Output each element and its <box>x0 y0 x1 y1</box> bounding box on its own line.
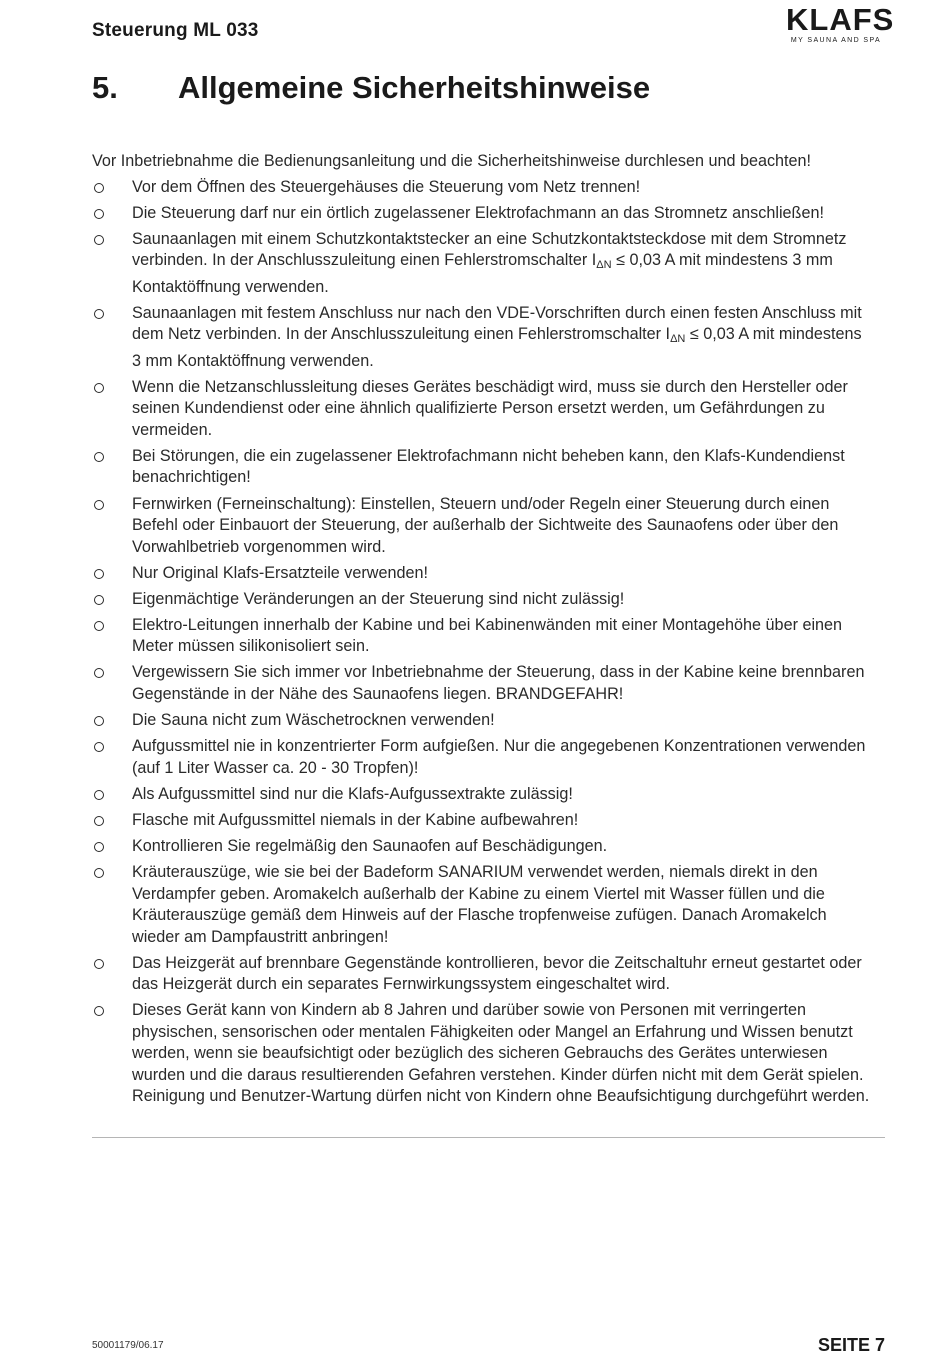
section-title: Allgemeine Sicherheitshinweise <box>178 70 651 105</box>
list-item: Elektro-Leitungen innerhalb der Kabine und bei Kabinenwänden mit einer Montagehöhe über einen Meter müssen silikonisoliert sein. <box>92 615 872 658</box>
list-item: Fernwirken (Ferneinschaltung): Einstellen, Steuern und/oder Regeln einer Steuerung durch einen Befehl oder Einbauort der Steuerung, der außerhalb der Sichtweite des Saunaofens oder über den Vorwahlbetrieb vorgenommen wird. <box>92 494 872 559</box>
list-item: Aufgussmittel nie in konzentrierter Form aufgießen. Nur die angegebenen Konzentrationen verwenden (auf 1 Liter Wasser ca. 20 - 30 Tropfen)! <box>92 736 872 779</box>
list-item: Als Aufgussmittel sind nur die Klafs-Aufgussextrakte zulässig! <box>92 784 872 806</box>
circle-bullet-icon <box>94 452 104 462</box>
circle-bullet-icon <box>94 383 104 393</box>
circle-bullet-icon <box>94 183 104 193</box>
circle-bullet-icon <box>94 816 104 826</box>
list-item: Dieses Gerät kann von Kindern ab 8 Jahren und darüber sowie von Personen mit verringerten physischen, sensorischen oder mentalen Fähigkeiten oder Mangel an Erfahrung und Wissen benutzt werden, wenn sie beaufsichtigt oder bezüglich des sicheren Gebrauchs des Gerätes unterwiesen wurden und die daraus resultierenden Gefahren verstehen. Kinder dürfen nicht mit dem Gerät spielen. Reinigung und Benutzer-Wartung dürfen nicht von Kindern ohne Beaufsichtigung durchgeführt werden. <box>92 1000 872 1108</box>
circle-bullet-icon <box>94 868 104 878</box>
list-item: Das Heizgerät auf brennbare Gegenstände kontrollieren, bevor die Zeitschaltuhr erneut gestartet oder das Heizgerät durch ein separates Fernwirkungssystem eingeschaltet wird. <box>92 953 872 996</box>
list-item: Die Sauna nicht zum Wäschetrocknen verwenden! <box>92 710 872 732</box>
delta-n-subscript: ΔN <box>596 259 612 272</box>
circle-bullet-icon <box>94 569 104 579</box>
logo-tagline: MY SAUNA AND SPA <box>790 37 882 44</box>
section-heading <box>92 68 650 108</box>
circle-bullet-icon <box>94 595 104 605</box>
list-item: Eigenmächtige Veränderungen an der Steuerung sind nicht zulässig! <box>92 589 872 611</box>
circle-bullet-icon <box>94 309 104 319</box>
circle-bullet-icon <box>94 716 104 726</box>
logo-wordmark: KLAFS <box>786 2 895 37</box>
list-item: Nur Original Klafs-Ersatzteile verwenden! <box>92 563 872 585</box>
circle-bullet-icon <box>94 959 104 969</box>
delta-n-subscript: ΔN <box>670 333 686 346</box>
page-number: SEITE 7 <box>817 1335 885 1355</box>
circle-bullet-icon <box>94 621 104 631</box>
circle-bullet-icon <box>94 842 104 852</box>
circle-bullet-icon <box>94 790 104 800</box>
list-item: Die Steuerung darf nur ein örtlich zugelassener Elektrofachmann an das Stromnetz anschließen! <box>92 203 872 225</box>
circle-bullet-icon <box>94 668 104 678</box>
document-title: Steuerung ML 033 <box>92 20 259 41</box>
klafs-logo <box>786 2 895 46</box>
list-item: Vor dem Öffnen des Steuergehäuses die Steuerung vom Netz trennen! <box>92 177 872 199</box>
list-item: Kontrollieren Sie regelmäßig den Saunaofen auf Beschädigungen. <box>92 836 872 858</box>
fault-current-condition: ≤ 0,03 A mit mindestens 3 mm Kontaktöffnung verwenden. <box>132 251 833 296</box>
section-divider <box>92 1137 885 1138</box>
list-item: Saunaanlagen mit einem Schutzkontaktstecker an eine Schutzkontaktsteckdose mit dem Stromnetz verbinden. In der Anschlusszuleitung einen Fehlerstromschalter $I_{\Delta N} \le 0,03$ A mit mindestens 3 mm Kontaktöffnung verwenden. <box>92 229 872 299</box>
list-item: Bei Störungen, die ein zugelassener Elektrofachmann nicht beheben kann, den Klafs-Kundendienst benachrichtigen! <box>92 446 872 489</box>
circle-bullet-icon <box>94 235 104 245</box>
list-item: Saunaanlagen mit festem Anschluss nur nach den VDE-Vorschriften durch einen festen Anschluss mit dem Netz verbinden. In der Anschlusszuleitung einen Fehlerstromschalter $I_{\Delta N} \le 0,03$ A mit mindestens 3 mm Kontaktöffnung verwenden. <box>92 303 872 373</box>
list-item: Kräuterauszüge, wie sie bei der Badeform SANARIUM verwendet werden, niemals direkt in den Verdampfer geben. Aromakelch außerhalb der Kabine zu einem Viertel mit Wasser füllen und die Kräuterauszüge gemäß dem Hinweis auf der Flasche tropfenweise zufügen. Danach Aromakelch wieder am Dampfaustritt anbringen! <box>92 862 872 948</box>
intro-text: Vor Inbetriebnahme die Bedienungsanleitung und die Sicherheitshinweise durchlesen und beachten! <box>92 152 812 170</box>
list-item: Flasche mit Aufgussmittel niemals in der Kabine aufbewahren! <box>92 810 872 832</box>
safety-instructions <box>92 151 872 1112</box>
list-item: Wenn die Netzanschlussleitung dieses Gerätes beschädigt wird, muss sie durch den Hersteller oder seinen Kundendienst oder eine ähnlich qualifizierte Person ersetzt werden, um Gefährdungen zu vermeiden. <box>92 377 872 442</box>
document-number: 50001179/06.17 <box>92 1340 164 1351</box>
section-number: 5. <box>92 70 118 105</box>
safety-list <box>92 177 872 1108</box>
circle-bullet-icon <box>94 500 104 510</box>
circle-bullet-icon <box>94 742 104 752</box>
fault-current-condition: ≤ 0,03 A mit mindestens 3 mm Kontaktöffnung verwenden. <box>132 325 862 370</box>
circle-bullet-icon <box>94 209 104 219</box>
list-item: Vergewissern Sie sich immer vor Inbetriebnahme der Steuerung, dass in der Kabine keine brennbaren Gegenstände in der Nähe des Saunaofens liegen. BRANDGEFAHR! <box>92 662 872 705</box>
circle-bullet-icon <box>94 1006 104 1016</box>
